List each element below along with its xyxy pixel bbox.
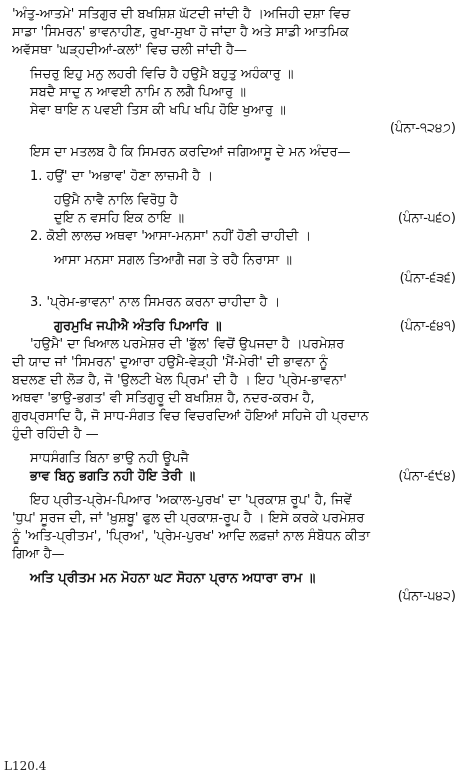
page-reference: (ਪੰਨਾ-੬੯੪) <box>398 469 456 484</box>
quote-line: ਸਬਦੈ ਸਾਦੁ ਨ ਆਵਈ ਨਾਮਿ ਨ ਲਗੈ ਪਿਆਰੁ ॥ <box>30 85 246 100</box>
scripture-quote <box>12 570 460 606</box>
text-line: ਗੁਰਪ੍ਰਸਾਦਿ ਹੈ, ਜੋ ਸਾਧ-ਸੰਗਤ ਵਿਚ ਵਿਚਰਦਿਆਂ ਹੋਇਆਂ ਸਹਿਜੇ ਹੀ ਪ੍ਰਦਾਨ <box>12 409 369 424</box>
page-reference: (ਪੰਨਾ-੧੨੪੭) <box>389 121 456 136</box>
quote-line: ਹਉਮੈ ਨਾਵੈ ਨਾਲਿ ਵਿਰੋਧੁ ਹੈ <box>54 193 178 208</box>
paragraph-haumai <box>12 336 460 444</box>
numbered-point: 1. ਹਉਂ' ਦਾ 'ਅਭਾਵ' ਹੋਣਾ ਲਾਜ਼ਮੀ ਹੈ । <box>30 169 214 184</box>
paragraph-preet <box>12 492 460 564</box>
text-line: ਅਵੱਸਥਾ 'ਘੜ੍ਹਦੀਆਂ-ਕਲਾਂ' ਵਿਚ ਚਲੀ ਜਾਂਦੀ ਹੈ— <box>12 43 247 58</box>
text-line: ਨੂੰ 'ਅਤਿ-ਪ੍ਰੀਤਮ', 'ਪ੍ਰਿਅ', 'ਪ੍ਰੇਮ-ਪੁਰਖ' ਆਦਿ ਲਫ਼ਜ਼ਾਂ ਨਾਲ ਸੰਬੋਧਨ ਕੀਤਾ <box>12 529 370 544</box>
text-line: ਦੀ ਯਾਦ ਜਾਂ 'ਸਿਮਰਨ' ਦੁਆਰਾ ਹਉਮੈ-ਵੇੜ੍ਹੀ 'ਮੈਂ-ਮੇਰੀ' ਦੀ ਭਾਵਨਾ ਨੂੰ <box>12 355 328 370</box>
scripture-quote <box>12 66 460 138</box>
quote-line: ਦੁਇ ਨ ਵਸਹਿ ਇਕ ਠਾਇ ॥ <box>54 211 185 226</box>
scripture-quote <box>12 318 460 336</box>
scripture-quote <box>12 252 460 288</box>
quote-line: ਆਸਾ ਮਨਸਾ ਸਗਲ ਤਿਆਗੈ ਜਗ ਤੇ ਰਹੈ ਨਿਰਾਸਾ ॥ <box>54 253 292 268</box>
quote-line: ਗੁਰਮੁਖਿ ਜਪੀਐ ਅੰਤਰਿ ਪਿਆਰਿ ॥ <box>54 319 222 334</box>
quote-line: ਜਿਚਰੁ ਇਹੁ ਮਨੁ ਲਹਰੀ ਵਿਚਿ ਹੈ ਹਉਮੈ ਬਹੁਤੁ ਅਹੰਕਾਰੁ ॥ <box>30 67 294 82</box>
text-line: ਬਦਲਣ ਦੀ ਲੋੜ ਹੈ, ਜੋ 'ਉਲਟੀ ਖੇਲ ਪ੍ਰਿਮ' ਦੀ ਹੈ । ਇਹ 'ਪ੍ਰੇਮ-ਭਾਵਨਾ' <box>12 373 347 388</box>
page-reference: (ਪੰਨਾ-੬੩੬) <box>399 271 456 286</box>
page-reference: (ਪੰਨਾ-੬੪੧) <box>399 319 456 334</box>
text-line: 'ਅੰਤੁ-ਆਤਮੇ' ਸਤਿਗੁਰ ਦੀ ਬਖਸ਼ਿਸ਼ ਘੱਟਦੀ ਜਾਂਦੀ ਹੈ ।ਅਜਿਹੀ ਦਸ਼ਾ ਵਿਚ <box>12 7 350 22</box>
numbered-point: 2. ਕੋਈ ਲਾਲਚ ਅਥਵਾ 'ਆਸਾ-ਮਨਸਾ' ਨਹੀਂ ਹੋਣੀ ਚਾਹੀਦੀ । <box>30 229 312 244</box>
page-reference: (ਪੰਨਾ-੫੪੨) <box>397 589 456 604</box>
page-footer-code: L120.4 <box>4 759 47 773</box>
text-line: ਇਸ ਦਾ ਮਤਲਬ ਹੈ ਕਿ ਸਿਮਰਨ ਕਰਦਿਆਂ ਜਗਿਆਸੂ ਦੇ ਮਨ ਅੰਦਰ— <box>30 145 351 160</box>
text-line: ਇਹ ਪ੍ਰੀਤ-ਪ੍ਰੇਮ-ਪਿਆਰ 'ਅਕਾਲ-ਪੁਰਖ' ਦਾ 'ਪ੍ਰਕਾਸ਼ ਰੂਪ' ਹੈ, ਜਿਵੇਂ <box>30 493 352 508</box>
quote-line: ਅਤਿ ਪ੍ਰੀਤਮ ਮਨ ਮੋਹਨਾ ਘਟ ਸੋਹਨਾ ਪ੍ਰਾਨ ਅਧਾਰਾ ਰਾਮ ॥ <box>30 571 316 586</box>
quote-line: ਸੇਵਾ ਥਾਇ ਨ ਪਵਈ ਤਿਸ ਕੀ ਖਪਿ ਖਪਿ ਹੋਇ ਖੁਆਰੁ ॥ <box>30 103 286 118</box>
text-line: 'ਧੁਪ' ਸੂਰਜ ਦੀ, ਜਾਂ 'ਖ਼ੁਸ਼ਬੂ' ਫੁਲ ਦੀ ਪ੍ਰਕਾਸ਼-ਰੂਪ ਹੈ । ਇਸੇ ਕਰਕੇ ਪਰਮੇਸ਼ਰ <box>12 511 365 526</box>
quote-line: ਸਾਧਸੰਗਤਿ ਬਿਨਾ ਭਾਉ ਨਹੀ ਊਪਜੈ <box>30 451 189 466</box>
scripture-quote <box>12 192 460 228</box>
quote-line: ਭਾਵ ਬਿਨੁ ਭਗਤਿ ਨਹੀ ਹੋਇ ਤੇਰੀ ॥ <box>30 469 196 484</box>
text-line: ਹੁੰਦੀ ਰਹਿੰਦੀ ਹੈ — <box>12 427 99 442</box>
numbered-point: 3. 'ਪ੍ਰੇਮ-ਭਾਵਨਾ' ਨਾਲ ਸਿਮਰਨ ਕਰਨਾ ਚਾਹੀਦਾ ਹੈ । <box>30 295 281 310</box>
page-reference: (ਪੰਨਾ-੫੬੦) <box>397 211 456 226</box>
scripture-quote <box>12 450 460 486</box>
paragraph-intro <box>12 6 460 60</box>
text-line: ਸਾਡਾ 'ਸਿਮਰਨ' ਭਾਵਨਾਹੀਣ, ਰੁਖਾ-ਸੁਖਾ ਹੋ ਜਾਂਦਾ ਹੈ ਅਤੇ ਸਾਡੀ ਆਤਮਿਕ <box>12 25 349 40</box>
text-line: ਅਥਵਾ 'ਭਾਉ-ਭਗਤ' ਵੀ ਸਤਿਗੁਰੂ ਦੀ ਬਖਸ਼ਿਸ਼ ਹੈ, ਨਦਰ-ਕਰਮ ਹੈ, <box>12 391 315 406</box>
text-line: ਗਿਆ ਹੈ— <box>12 547 65 562</box>
text-line: 'ਹਉਮੈ' ਦਾ ਖਿਆਲ ਪਰਮੇਸ਼ਰ ਦੀ 'ਭੁੱਲ' ਵਿਚੋਂ ਉਪਜਦਾ ਹੈ ।ਪਰਮੇਸ਼ਰ <box>30 337 345 352</box>
